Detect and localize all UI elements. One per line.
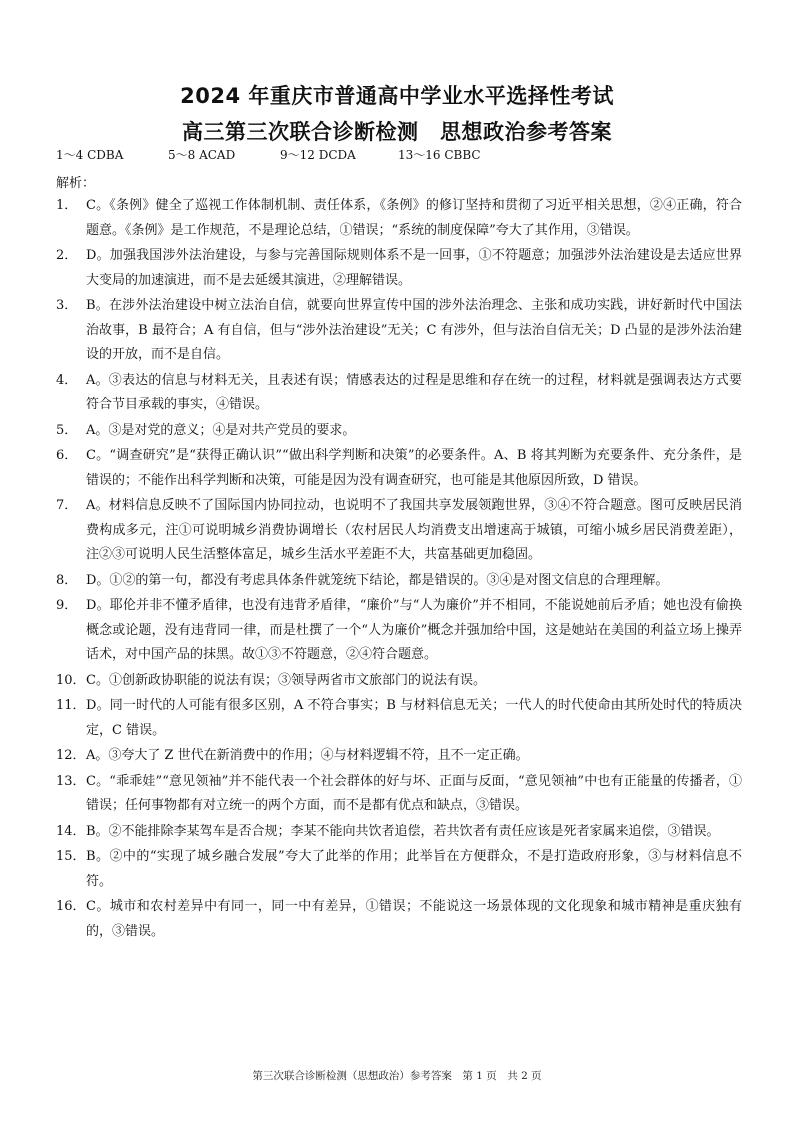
- item-number: 2．: [56, 248, 78, 263]
- analysis-item-2: [56, 244, 742, 293]
- item-text: C。①创新政协职能的说法有误；③领导两省市文旅部门的说法有误。: [86, 672, 486, 688]
- item-number: 14．: [56, 823, 86, 839]
- analysis-item-3: [56, 294, 742, 368]
- item-number: 1．: [56, 198, 78, 213]
- document-title-line2: 高三第三次联合诊断检测 思想政治参考答案: [182, 120, 612, 144]
- item-number: 7．: [56, 498, 78, 513]
- item-text: C。城市和农村差异中有同一，同一中有差异，①错误；不能说这一场景体现的文化现象和城市精神是重庆独有的，③错误。: [86, 899, 742, 939]
- item-text: D。①②的第一句，都没有考虑具体条件就笼统下结论，都是错误的。③④是对图文信息的合理理解。: [86, 572, 669, 588]
- item-number: 13．: [56, 773, 86, 789]
- analysis-item-13: [56, 770, 742, 819]
- answer-group-13-16: 13～16 CBBC: [398, 148, 481, 162]
- analysis-item-9: [56, 594, 742, 668]
- analysis-item-11: [56, 694, 742, 743]
- answer-key-row: [56, 146, 481, 163]
- analysis-item-6: [56, 444, 742, 493]
- item-number: 10．: [56, 672, 86, 688]
- item-text: C。《条例》健全了巡视工作体制机制、责任体系，《条例》的修订坚持和贯彻了习近平相关思想，②④正确，符合题意。《条例》是工作规范，不是理论总结，①错误；“系统的制度保障”夸大了其作用，③错误。: [86, 198, 742, 238]
- analysis-item-4: [56, 369, 742, 418]
- analysis-item-10: [56, 669, 742, 694]
- analysis-item-7: [56, 494, 742, 568]
- analysis-item-8: [56, 569, 742, 594]
- item-number: 8．: [56, 572, 78, 588]
- item-number: 3．: [56, 298, 78, 313]
- page-footer: 第三次联合诊断检测（思想政治）参考答案 第 1 页 共 2 页: [252, 1070, 542, 1082]
- answer-group-9-12: 9～12 DCDA: [280, 148, 356, 162]
- item-text: A。材料信息反映不了国际国内协同拉动，也说明不了我国共享发展领跑世界，③④不符合题意。图可反映居民消费构成多元，注①可说明城乡消费协调增长（农村居民人均消费支出增速高于城镇，可缩小城乡居民消费差距），注②③可说明人民生活整体富足，城乡生活水平差距不大，共富基础更加稳固。: [86, 498, 742, 562]
- analysis-item-1: [56, 194, 742, 243]
- item-text: D。耶伦并非不懂矛盾律，也没有违背矛盾律，“廉价”与“人为廉价”并不相同，不能说她前后矛盾；她也没有偷换概念或论题，没有违背同一律，而是杜撰了一个“人为廉价”概念并强加给中国，这是她站在美国的利益立场上操弄话术，对中国产品的抹黑。故①③不符题意，②④符合题意。: [86, 598, 742, 662]
- item-text: D。同一时代的人可能有很多区别，A 不符合事实；B 与材料信息无关；一代人的时代使命由其所处时代的特质决定，C 错误。: [86, 698, 742, 738]
- answer-group-1-4: 1～4 CDBA: [56, 148, 124, 162]
- analysis-item-12: [56, 744, 742, 769]
- item-number: 16．: [56, 899, 86, 914]
- item-number: 11．: [56, 698, 86, 713]
- item-text: C。“乖乖娃”“意见领袖”并不能代表一个社会群体的好与坏、正面与反面，“意见领袖”中也有正能量的传播者，①错误；任何事物都有对立统一的两个方面，而不是都有优点和缺点，③错误。: [86, 773, 742, 813]
- item-number: 5．: [56, 422, 78, 438]
- item-text: A。③表达的信息与材料无关，且表述有误；情感表达的过程是思维和存在统一的过程，材料就是强调表达方式要符合节目承载的事实，④错误。: [86, 372, 742, 412]
- document-title-line1: 2024 年重庆市普通高中学业水平选择性考试: [180, 84, 614, 108]
- item-number: 6．: [56, 448, 78, 463]
- item-text: B。在涉外法治建设中树立法治自信，就要向世界宣传中国的涉外法治理念、主张和成功实践，讲好新时代中国法治故事，B 最符合；A 有自信，但与“涉外法治建设”无关；C 有涉外，但与法治自信无关；D 凸显的是涉外法治建设的开放，而不是自信。: [86, 298, 742, 362]
- item-number: 15．: [56, 849, 86, 864]
- item-number: 12．: [56, 748, 86, 763]
- analysis-item-15: [56, 845, 742, 894]
- analysis-item-16: [56, 895, 742, 944]
- item-number: 9．: [56, 598, 78, 613]
- analysis-label: 解析：: [56, 176, 96, 191]
- analysis-item-14: [56, 820, 742, 845]
- item-text: B。②中的“实现了城乡融合发展”夸大了此举的作用；此举旨在方便群众，不是打造政府形象，③与材料信息不符。: [86, 849, 742, 889]
- item-text: B。②不能排除李某驾车是否合规；李某不能向共饮者追偿，若共饮者有责任应该是死者家属来追偿，③错误。: [86, 823, 720, 839]
- analysis-item-5: [56, 419, 742, 444]
- item-text: D。加强我国涉外法治建设，与参与完善国际规则体系不是一回事，①不符题意；加强涉外法治建设是去适应世界大变局的加速演进，而不是去延缓其演进，②理解错误。: [86, 248, 742, 288]
- item-number: 4．: [56, 372, 78, 388]
- item-text: C。“调查研究”是“获得正确认识”“做出科学判断和决策”的必要条件。A、B 将其判断为充要条件、充分条件，是错误的；不能作出科学判断和决策，可能是因为没有调查研究，也可能是其他原因所致，D 错误。: [86, 448, 742, 488]
- item-text: A。③夸大了 Z 世代在新消费中的作用；④与材料逻辑不符，且不一定正确。: [86, 748, 529, 763]
- item-text: A。③是对党的意义；④是对共产党员的要求。: [86, 422, 356, 438]
- analysis-list: [56, 194, 742, 945]
- answer-group-5-8: 5～8 ACAD: [168, 148, 236, 162]
